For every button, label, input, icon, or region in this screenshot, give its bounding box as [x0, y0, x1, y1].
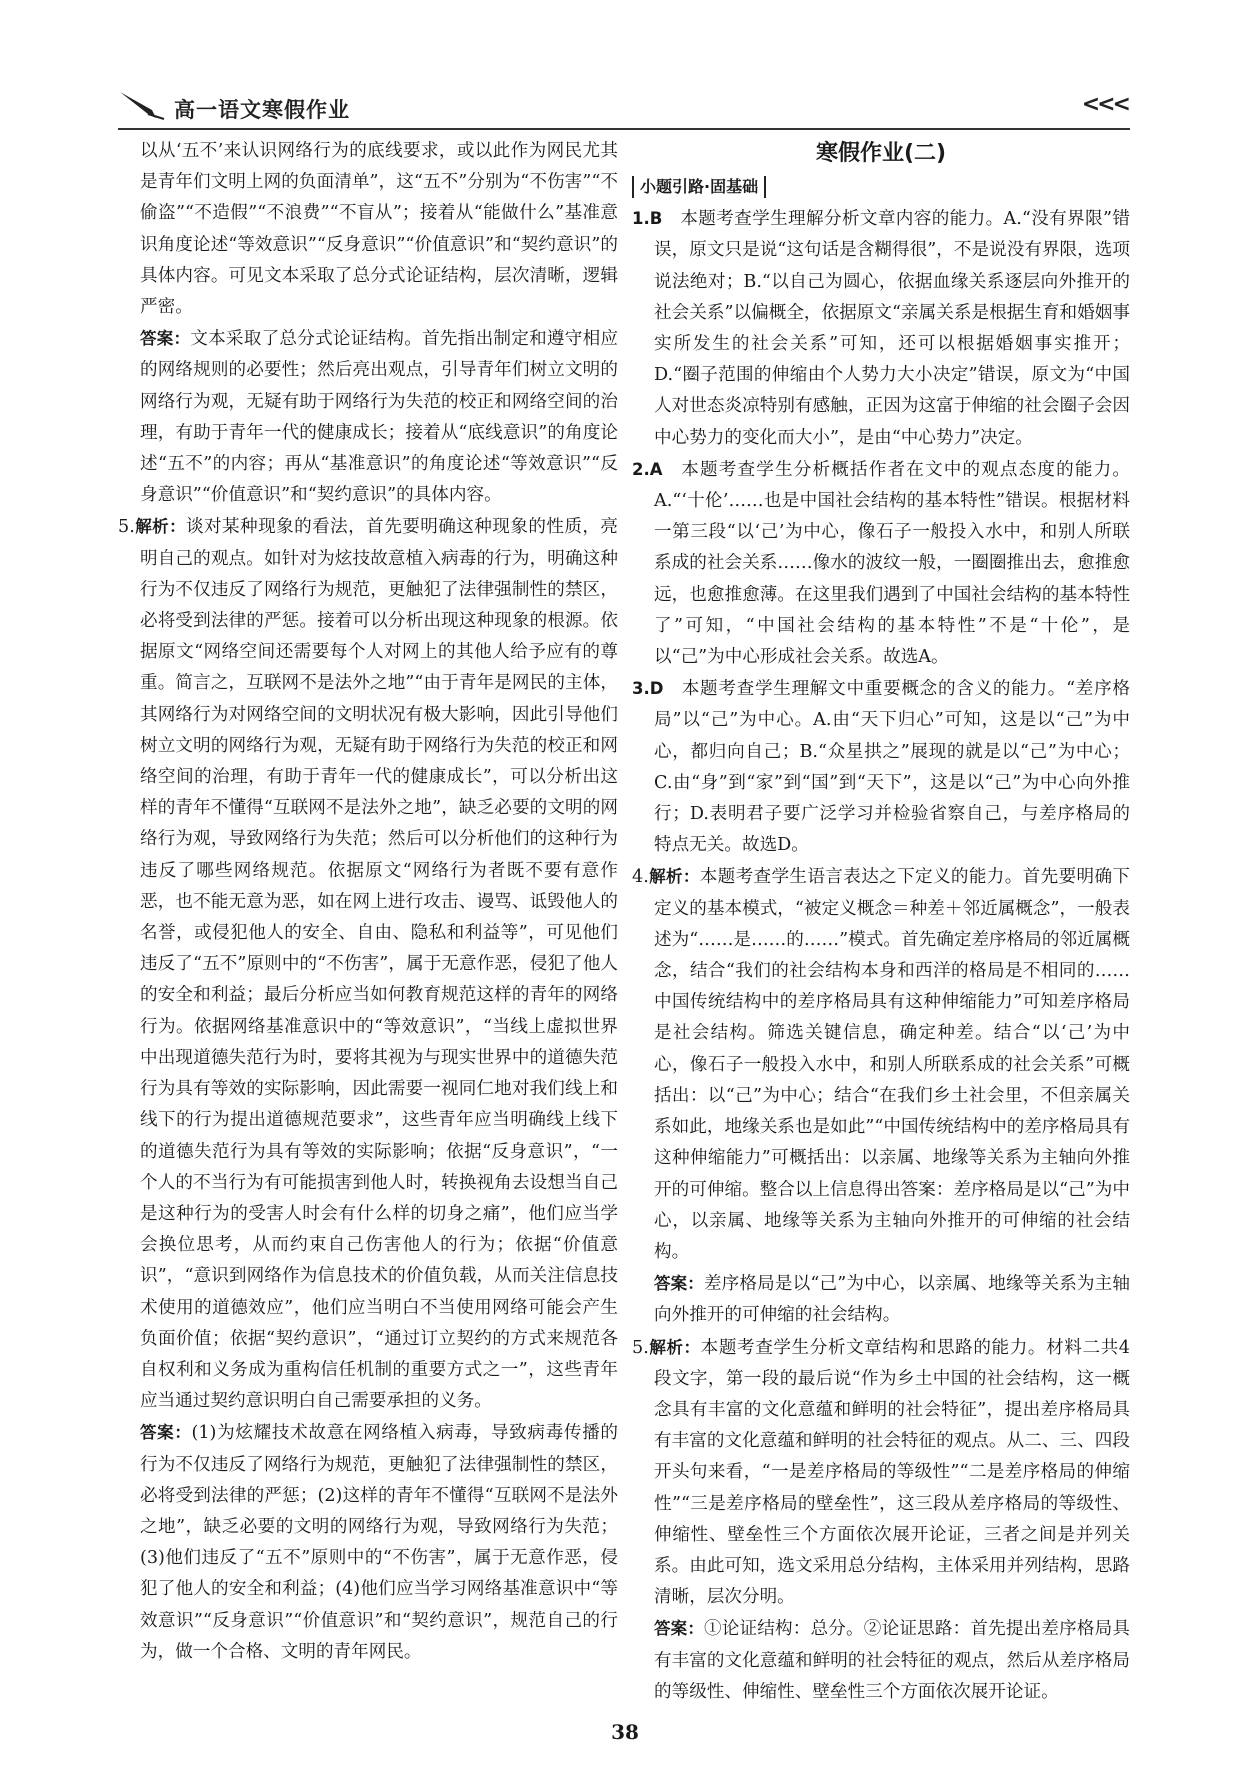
left-column — [118, 136, 618, 1668]
right-answer-4 — [632, 1268, 1130, 1331]
header-title: 高一语文寒假作业 — [174, 98, 350, 122]
answer-label: 答案： — [140, 1423, 192, 1443]
section-tag: 小题引路·固基础 — [632, 176, 766, 198]
chevrons-icon: <<< — [1081, 92, 1128, 117]
analysis-text: 本题考查学生语言表达之下定义的能力。首先要明确下定义的基本模式，“被定义概念＝种差＋邻近属概念”，一般表述为“……是……的……”模式。首先确定差序格局的邻近属概念，结合“我们的社会结构本身和西洋的格局是不相同的……中国传统结构中的差序格局具有这种伸缩能力”可知差序格局是社会结构。筛选关键信息，确定种差。结合“以‘己’为中心，像石子一般投入水中，和别人所联系成的社会关系”可概括出：以“己”为中心；结合“在我们乡土社会里，不但亲属关系如此，地缘关系也是如此”“中国传统结构中的差序格局具有这种伸缩能力”可概括出：以亲属、地缘等关系为主轴向外推开的可伸缩。整合以上信息得出答案：差序格局是以“己”为中心，以亲属、地缘等关系为主轴向外推开的可伸缩的社会结构。 — [654, 867, 1130, 1262]
right-question-1 — [632, 203, 1130, 454]
right-column — [632, 136, 1130, 1708]
left-question-5 — [118, 511, 618, 1417]
answer-label: 答案： — [140, 329, 191, 349]
right-question-4 — [632, 861, 1130, 1268]
answer-label: 答案： — [654, 1619, 704, 1639]
question-text: 本题考查学生理解文中重要概念的含义的能力。“差序格局”以“己”为中心。A.由“天下归心”可知，这是以“己”为中心，都归向自己；B.“众星拱之”展现的就是以“己”为中心；C.由“身”到“家”到“国”到“天下”，这是以“己”为中心向外推行；D.表明君子要广泛学习并检验省察自己，与差序格局的特点无关。故选D。 — [654, 679, 1130, 856]
header-rule — [118, 128, 1130, 130]
question-text: 本题考查学生理解分析文章内容的能力。A.“没有界限”错误，原文只是说“这句话是含糊得很”，不是说没有界限，选项说法绝对；B.“以自己为圆心，依据血缘关系逐层向外推开的社会关系”以偏概全，依据原文“亲属关系是根据生育和婚姻事实所发生的社会关系”可知，还可以根据婚姻事实推开；D.“圈子范围的伸缩由个人势力大小决定”错误，原文为“中国人对世态炎凉特别有感触，正因为这富于伸缩的社会圈子会因中心势力的变化而大小”，是由“中心势力”决定。 — [654, 209, 1130, 448]
left-answer-4 — [118, 323, 618, 511]
analysis-label: 解析： — [134, 517, 186, 537]
question-text: 本题考查学生分析概括作者在文中的观点态度的能力。A.“‘十伦’……也是中国社会结构的基本特性”错误。根据材料一第三段“以‘己’为中心，像石子一般投入水中，和别人所联系成的社会关系……像水的波纹一般，一圈圈推出去，愈推愈远，也愈推愈薄。在这里我们遇到了中国社会结构的基本特性了”可知，“中国社会结构的基本特性”不是“十伦”，是以“己”为中心形成社会关系。故选A。 — [654, 459, 1130, 668]
section-title: 寒假作业(二) — [815, 141, 947, 166]
right-answer-5 — [632, 1613, 1130, 1708]
left-intro: 以从‘五不’来认识网络行为的底线要求，或以此作为网民尤其是青年们文明上网的负面清单”，这“五不”分别为“不伤害”“不偷盗”“不造假”“不浪费”“不盲从”；接着从“能做什么”基准意识角度论述“等效意识”“反身意识”“价值意识”和“契约意识”的具体内容。可见文本采取了总分式论证结构，层次清晰，逻辑严密。 — [140, 141, 618, 318]
question-number: 5. — [632, 1337, 649, 1358]
answer-text: 差序格局是以“己”为中心，以亲属、地缘等关系为主轴向外推开的可伸缩的社会结构。 — [654, 1274, 1131, 1326]
pen-icon — [118, 88, 166, 122]
answer-label: 答案： — [654, 1274, 704, 1294]
analysis-label: 解析： — [648, 867, 700, 887]
question-number: 1.B — [632, 209, 663, 229]
page-number: 38 — [611, 1720, 639, 1744]
analysis-text: 本题考查学生分析文章结构和思路的能力。材料二共4段文字，第一段的最后说“作为乡土中国的社会结构，这一概念具有丰富的文化意蕴和鲜明的社会特征”，提出差序格局具有丰富的文化意蕴和鲜明的社会特征的观点。从二、三、四段开头句来看，“一是差序格局的等级性”“二是差序格局的伸缩性”“三是差序格局的壁垒性”，这三段从差序格局的等级性、伸缩性、壁垒性三个方面依次展开论证，三者之间是并列关系。由此可知，选文采用总分结构，主体采用并列结构，思路清晰，层次分明。 — [654, 1337, 1131, 1608]
right-question-5 — [632, 1332, 1130, 1614]
analysis-text: 谈对某种现象的看法，首先要明确这种现象的性质，亮明自己的观点。如针对为炫技故意植入病毒的行为，明确这种行为不仅违反了网络行为规范，更触犯了法律强制性的禁区，必将受到法律的严惩。接着可以分析出现这种现象的根源。依据原文“网络空间还需要每个人对网上的其他人给予应有的尊重。简言之，互联网不是法外之地”“由于青年是网民的主体，其网络行为对网络空间的文明状况有极大影响，因此引导他们树立文明的网络行为观，无疑有助于网络行为失范的校正和网络空间的治理，有助于青年一代的健康成长”，可以分析出这样的青年不懂得“互联网不是法外之地”，缺乏必要的文明的网络行为观，导致网络行为失范；然后可以分析他们的这种行为违反了哪些网络规范。依据原文“网络行为者既不要有意作恶，也不能无意为恶，如在网上进行攻击、谩骂、诋毁他人的名誉，或侵犯他人的安全、自由、隐私和利益等”，可见他们违反了“五不”原则中的“不伤害”，属于无意作恶，侵犯了他人的安全和利益；最后分析应当如何教育规范这样的青年的网络行为。依据网络基准意识中的“等效意识”，“当线上虚拟世界中出现道德失范行为时，要将其视为与现实世界中的道德失范行为具有等效的实际影响，因此需要一视同仁地对我们线上和线下的行为提出道德规范要求”，这些青年应当明确线上线下的道德失范行为具有等效的实际影响；依据“反身意识”，“一个人的不当行为有可能损害到他人时，转换视角去设想当自己是这种行为的受害人时会有什么样的切身之痛”，他们应当学会换位思考，从而约束自己伤害他人的行为；依据“价值意识”，“意识到网络作为信息技术的价值负载，从而关注信息技术使用的道德效应”，他们应当明白不当使用网络可能会产生负面价值；依据“契约意识”，“通过订立契约的方式来规范各自权利和义务成为重构信任机制的重要方式之一”，这些青年应当通过契约意识明白自己需要承担的义务。 — [140, 517, 618, 1412]
question-number: 2.A — [632, 459, 663, 479]
answer-text: 文本采取了总分式论证结构。首先指出制定和遵守相应的网络规则的必要性；然后亮出观点，引导青年们树立文明的网络行为观，无疑有助于网络行为失范的校正和网络空间的治理，有助于青年一代的健康成长；接着从“底线意识”的角度论述“五不”的内容；再从“基准意识”的角度论述“等效意识”“反身意识”“价值意识”和“契约意识”的具体内容。 — [140, 329, 619, 506]
right-question-3 — [632, 673, 1130, 861]
analysis-label: 解析： — [648, 1337, 701, 1357]
question-number: 3.D — [632, 679, 664, 699]
question-number: 5. — [118, 517, 135, 538]
right-question-2 — [632, 454, 1130, 673]
question-number: 4. — [632, 867, 649, 888]
answer-text: ①论证结构：总分。②论证思路：首先提出差序格局具有丰富的文化意蕴和鲜明的社会特征的观点，然后从差序格局的等级性、伸缩性、壁垒性三个方面依次展开论证。 — [654, 1619, 1130, 1702]
page-header — [118, 84, 1128, 128]
left-answer-5 — [118, 1417, 618, 1668]
answer-text: (1)为炫耀技术故意在网络植入病毒，导致病毒传播的行为不仅违反了网络行为规范，更触犯了法律强制性的禁区，必将受到法律的严惩；(2)这样的青年不懂得“互联网不是法外之地”，缺乏必要的文明的网络行为观，导致网络行为失范；(3)他们违反了“五不”原则中的“不伤害”，属于无意作恶，侵犯了他人的安全和利益；(4)他们应当学习网络基准意识中“等效意识”“反身意识”“价值意识”和“契约意识”，规范自己的行为，做一个合格、文明的青年网民。 — [140, 1423, 618, 1662]
